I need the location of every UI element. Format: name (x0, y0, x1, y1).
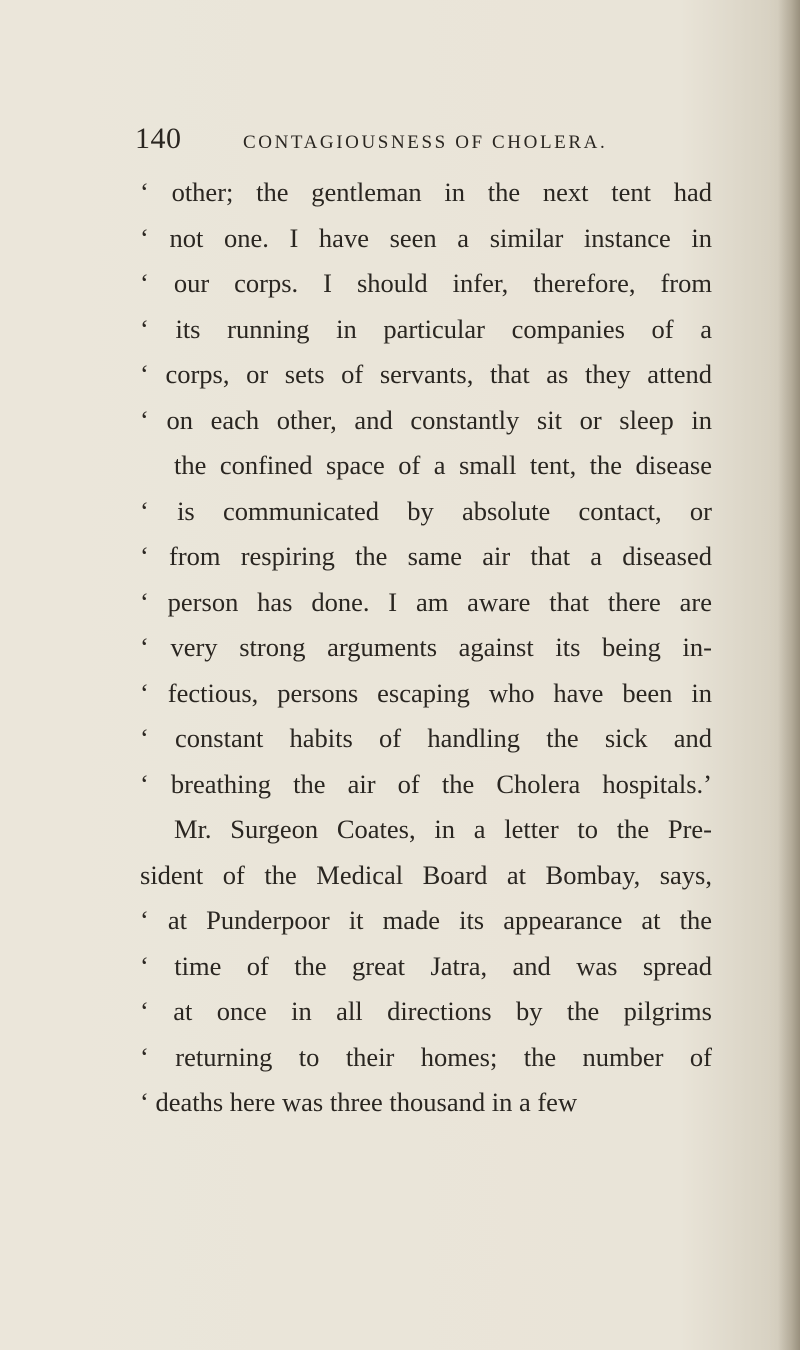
text-line: ‘ not one. I have seen a similar instance in (140, 222, 712, 253)
text-line: ‘ corps, or sets of servants, that as they attend (140, 359, 712, 389)
running-title: CONTAGIOUSNESS OF CHOLERA. (243, 132, 608, 153)
text-line: ‘ constant habits of handling the sick and (140, 723, 712, 753)
text-line: ‘ is communicated by absolute contact, or (140, 495, 712, 526)
text-line: ‘ its running in particular companies of a (140, 313, 712, 344)
text-line: ‘ returning to their homes; the number of (140, 1041, 712, 1072)
text-line: ‘ at once in all directions by the pilgrims (140, 996, 712, 1026)
text-line: ‘ fectious, persons escaping who have been in (140, 677, 712, 708)
page-header (135, 122, 655, 166)
text-line: ‘ at Punderpoor it made its appearance at the (140, 905, 712, 935)
text-line: ‘ deaths here was three thousand in a few (140, 1087, 578, 1117)
text-line: ‘ from respiring the same air that a diseased (140, 541, 712, 571)
text-line: the confined space of a small tent, the disease (174, 450, 712, 480)
text-line: sident of the Medical Board at Bombay, says, (140, 859, 712, 890)
text-line: ‘ other; the gentleman in the next tent had (140, 177, 712, 207)
text-line: ‘ our corps. I should infer, therefore, from (140, 268, 712, 298)
page-edge-shadow (778, 0, 800, 1350)
text-line: ‘ very strong arguments against its being in- (140, 632, 712, 662)
text-line: ‘ on each other, and constantly sit or sleep in (140, 404, 712, 435)
text-line: ‘ person has done. I am aware that there are (140, 586, 712, 617)
text-line: ‘ breathing the air of the Cholera hospitals.’ (140, 768, 712, 799)
text-line: Mr. Surgeon Coates, in a letter to the Pre- (174, 814, 712, 844)
text-line: ‘ time of the great Jatra, and was spread (140, 950, 712, 981)
body-text (140, 170, 712, 1126)
page-number: 140 (135, 122, 182, 155)
